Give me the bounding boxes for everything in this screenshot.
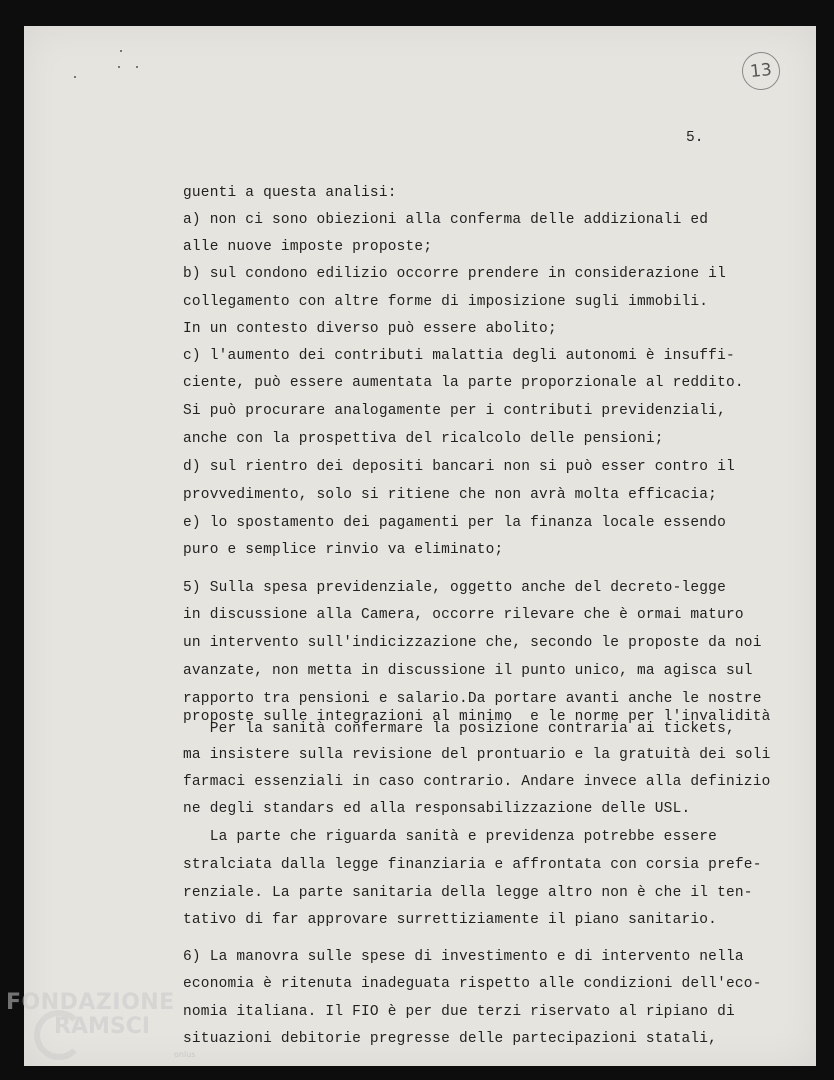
text-line: anche con la prospettiva del ricalcolo delle pensioni; [183, 431, 664, 447]
text-line: guenti a questa analisi: [183, 185, 397, 201]
text-line: un intervento sull'indicizzazione che, secondo le proposte da noi [183, 635, 762, 651]
text-line: a) non ci sono obiezioni alla conferma delle addizionali ed [183, 212, 709, 228]
paper-speck [136, 66, 138, 68]
text-line: provvedimento, solo si ritiene che non avrà molta efficacia; [183, 487, 718, 503]
text-line: In un contesto diverso può essere abolito; [183, 321, 557, 337]
text-line: collegamento con altre forme di imposizione sugli immobili. [183, 294, 709, 310]
text-line: e) lo spostamento dei pagamenti per la finanza locale essendo [183, 515, 726, 531]
text-line: puro e semplice rinvio va eliminato; [183, 542, 504, 558]
text-line: c) l'aumento dei contributi malattia degli autonomi è insuffi- [183, 348, 735, 364]
text-line: ne degli standars ed alla responsabilizzazione delle USL. [183, 801, 691, 817]
text-line: proposte sulle integrazioni al minimo e le norme per l'invalidità [183, 709, 771, 725]
text-line: avanzate, non metta in discussione il punto unico, ma agisca sul [183, 663, 753, 679]
text-line: Per la sanità confermare la posizione contraria ai tickets, [183, 721, 735, 737]
watermark-small: onlus [174, 1050, 196, 1059]
paper-speck [120, 50, 122, 52]
text-line: 6) La manovra sulle spese di investimento e di intervento nella [183, 949, 744, 965]
text-line: farmaci essenziali in caso contrario. Andare invece alla definizio [183, 774, 771, 790]
text-line: d) sul rientro dei depositi bancari non si può esser contro il [183, 459, 735, 475]
text-line: renziale. La parte sanitaria della legge altro non è che il ten- [183, 885, 753, 901]
text-line: ciente, può essere aumentata la parte proporzionale al reddito. [183, 375, 744, 391]
text-line: tativo di far approvare surrettiziamente il piano sanitario. [183, 912, 718, 928]
paper-speck [118, 66, 120, 68]
text-line: in discussione alla Camera, occorre rilevare che è ormai maturo [183, 607, 744, 623]
archive-number: 13 [749, 59, 773, 83]
text-line: b) sul condono edilizio occorre prendere in considerazione il [183, 266, 726, 282]
text-line: alle nuove imposte proposte; [183, 239, 433, 255]
text-line: stralciata dalla legge finanziaria e affrontata con corsia prefe- [183, 857, 762, 873]
text-line: ma insistere sulla revisione del prontuario e la gratuità dei soli [183, 747, 771, 763]
text-line: La parte che riguarda sanità e previdenza potrebbe essere [183, 829, 718, 845]
text-line: nomia italiana. Il FIO è per due terzi riservato al ripiano di [183, 1004, 735, 1020]
text-line: rapporto tra pensioni e salario.Da portare avanti anche le nostre [183, 691, 762, 707]
text-line: 5) Sulla spesa previdenziale, oggetto anche del decreto-legge [183, 580, 726, 596]
page-number: 5. [686, 130, 704, 146]
text-line: situazioni debitorie pregresse delle partecipazioni statali, [183, 1031, 718, 1047]
watermark-subtitle: RAMSCI [54, 1014, 151, 1039]
paper-speck [74, 76, 76, 78]
text-line: Si può procurare analogamente per i contributi previdenziali, [183, 403, 726, 419]
watermark-title: FONDAZIONE [6, 990, 175, 1015]
text-line: economia è ritenuta inadeguata rispetto alle condizioni dell'eco- [183, 976, 762, 992]
